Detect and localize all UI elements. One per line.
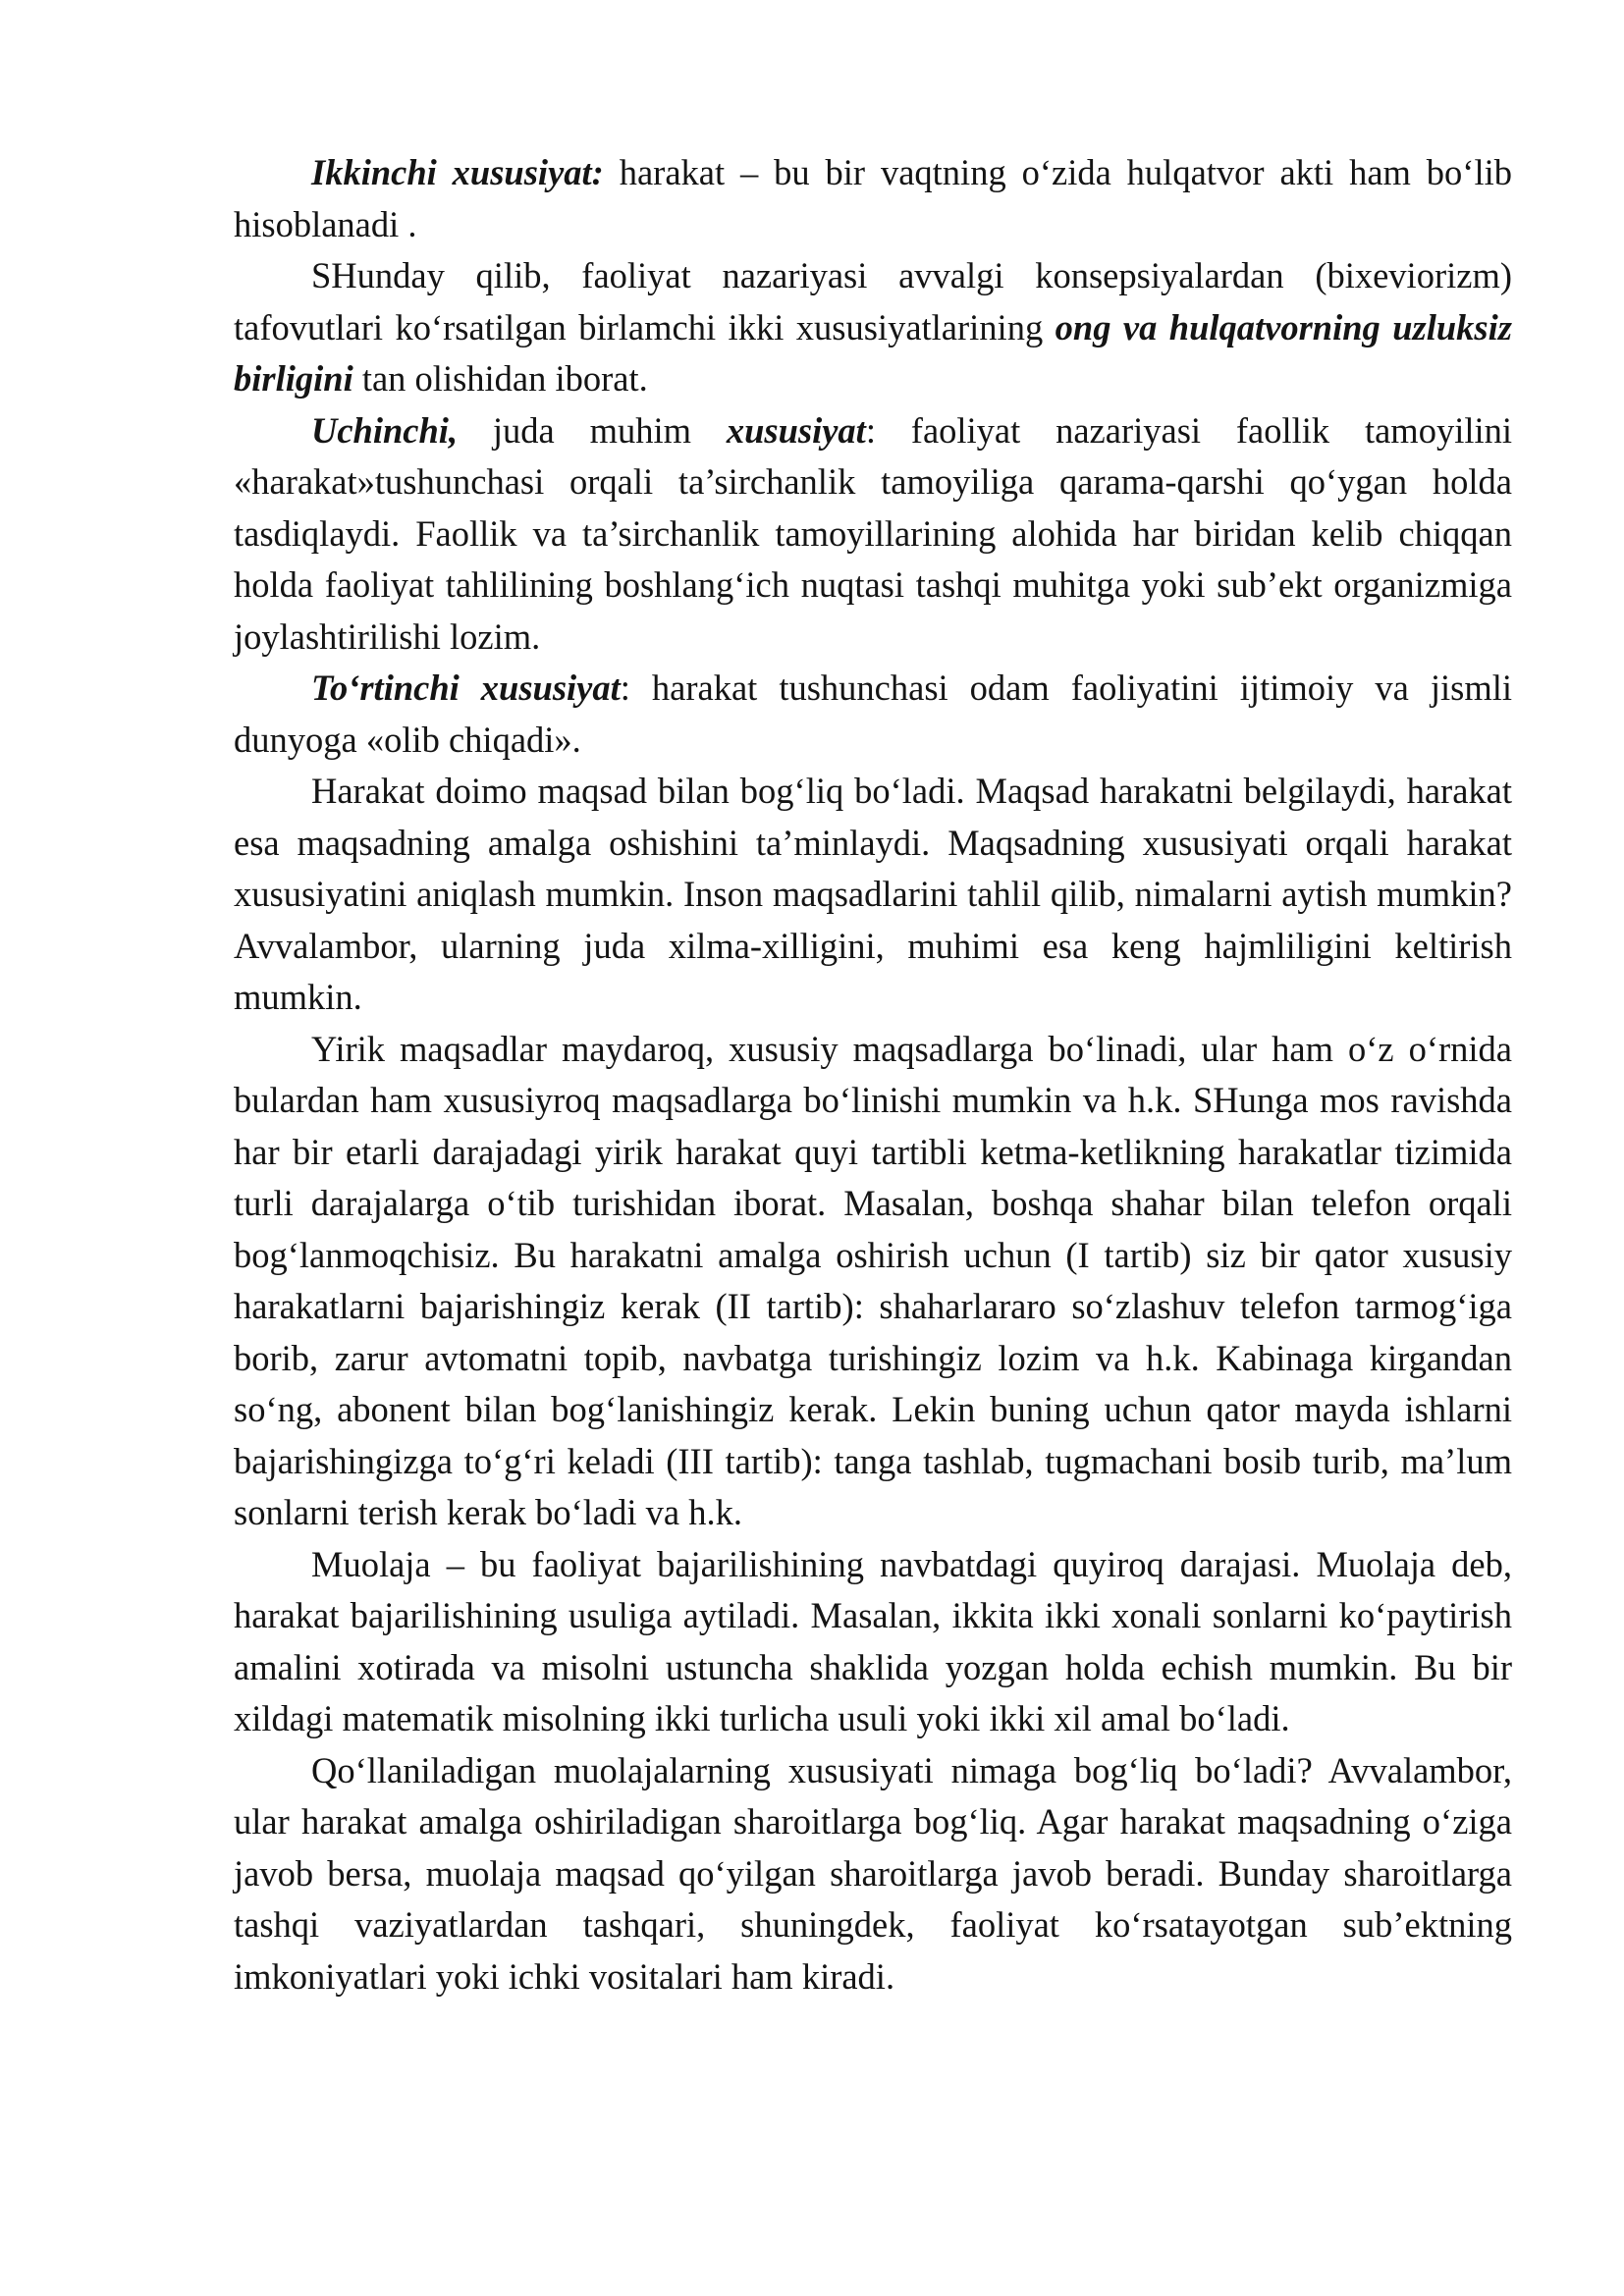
paragraph-text: Harakat doimo maqsad bilan bog‘liq bo‘ladi. Maqsad harakatni belgilaydi, harakat esa maqsadning amalga oshishini ta’minlaydi. Maqsadning xususiyati orqali harakat xususiyatini aniqlash mumkin. Inson maqsadlarini tahlil qilib, nimalarni aytish mumkin? Avvalambor, ularning juda xilma-xilligini, muhimi esa keng hajmliligini keltirish mumkin. — [234, 771, 1512, 1017]
bold-italic-heading: To‘rtinchi xususiyat — [311, 667, 621, 708]
paragraph-yirik-maqsadlar — [234, 1024, 1512, 1539]
paragraph-muolaja — [234, 1539, 1512, 1745]
paragraph-shunday-qilib — [234, 250, 1512, 405]
paragraph-tortinchi-xususiyat — [234, 663, 1512, 766]
document-page — [234, 147, 1512, 2002]
bold-italic-heading: Ikkinchi xususiyat: — [311, 152, 604, 192]
paragraph-uchinchi-xususiyat — [234, 405, 1512, 664]
paragraph-text: : harakat tushunchasi odam faoliyatini ijtimoiy va jismli dunyoga «olib chiqadi». — [234, 667, 1512, 760]
paragraph-text: Yirik maqsadlar maydaroq, xususiy maqsadlarga bo‘linadi, ular ham o‘z o‘rnida bulardan ham xususiyroq maqsadlarga bo‘linishi mumkin va h.k. SHunga mos ravishda har bir etarli darajadagi yirik harakat quyi tartibli ketma-ketlikning harakatlar tizimida turli darajalarga o‘tib turishidan iborat. Masalan, boshqa shahar bilan telefon orqali bog‘lanmoqchisiz. Bu harakatni amalga oshirish uchun (I tartib) siz bir qator xususiy harakatlarni bajarishingiz kerak (II tartib): shaharlararo so‘zlashuv telefon tarmog‘iga borib, zarur avtomatni topib, navbatga turishingiz lozim va h.k. Kabinaga kirgandan so‘ng, abonent bilan bog‘lanishingiz kerak. Lekin buning uchun qator mayda ishlarni bajarishingizga to‘g‘ri keladi (III tartib): tanga tashlab, tugmachani bosib turib, ma’lum sonlarni terish kerak bo‘ladi va h.k. — [234, 1028, 1512, 1532]
paragraph-qollaniladigan-muolajalar — [234, 1745, 1512, 2003]
paragraph-text: Muolaja – bu faoliyat bajarilishining navbatdagi quyiroq darajasi. Muolaja deb, harakat bajarilishining usuliga aytiladi. Masalan, ikkita ikki xonali sonlarni ko‘paytirish amalini xotirada va misolni ustuncha shaklida yozgan holda echish mumkin. Bu bir xildagi matematik misolning ikki turlicha usuli yoki ikki xil amal bo‘ladi. — [234, 1543, 1512, 1738]
paragraph-text: Qo‘llaniladigan muolajalarning xususiyati nimaga bog‘liq bo‘ladi? Avvalambor, ular harakat amalga oshiriladigan sharoitlarga bog‘liq. Agar harakat maqsadning o‘ziga javob bersa, muolaja maqsad qo‘yilgan sharoitlarga javob beradi. Bunday sharoitlarga tashqi vaziyatlardan tashqari, shuningdek, faoliyat ko‘rsatayotgan sub’ektning imkoniyatlari yoki ichki vositalari ham kiradi. — [234, 1749, 1512, 1997]
paragraph-ikkinchi-xususiyat — [234, 147, 1512, 250]
bold-italic-emphasis: ong va hulqatvorning uzluksiz birligini — [234, 306, 1512, 399]
bold-italic-emphasis: xususiyat — [726, 409, 866, 451]
bold-italic-heading: Uchinchi, — [311, 409, 459, 451]
paragraph-text: : faoliyat nazariyasi faollik tamoyilini «harakat»tushunchasi orqali ta’sirchanlik tamoyiliga qarama-qarshi qo‘ygan holda tasdiqlaydi. Faollik va ta’sirchanlik tamoyillarining alohida har biridan kelib chiqqan holda faoliyat tahlilining boshlang‘ich nuqtasi tashqi muhitga yoki sub’ekt organizmiga joylashtirilishi lozim. — [234, 409, 1513, 657]
paragraph-text: tan olishidan iborat. — [352, 358, 648, 399]
paragraph-text: harakat – bu bir vaqtning o‘zida hulqatvor akti ham bo‘lib hisoblanadi . — [234, 152, 1512, 244]
paragraph-harakat-maqsad — [234, 766, 1512, 1024]
paragraph-text: SHunday qilib, faoliyat nazariyasi avvalgi konsepsiyalardan (bixeviorizm) tafovutlari ko‘rsatilgan birlamchi ikki xususiyatlarining — [234, 255, 1512, 347]
paragraph-text: juda muhim — [458, 409, 727, 451]
